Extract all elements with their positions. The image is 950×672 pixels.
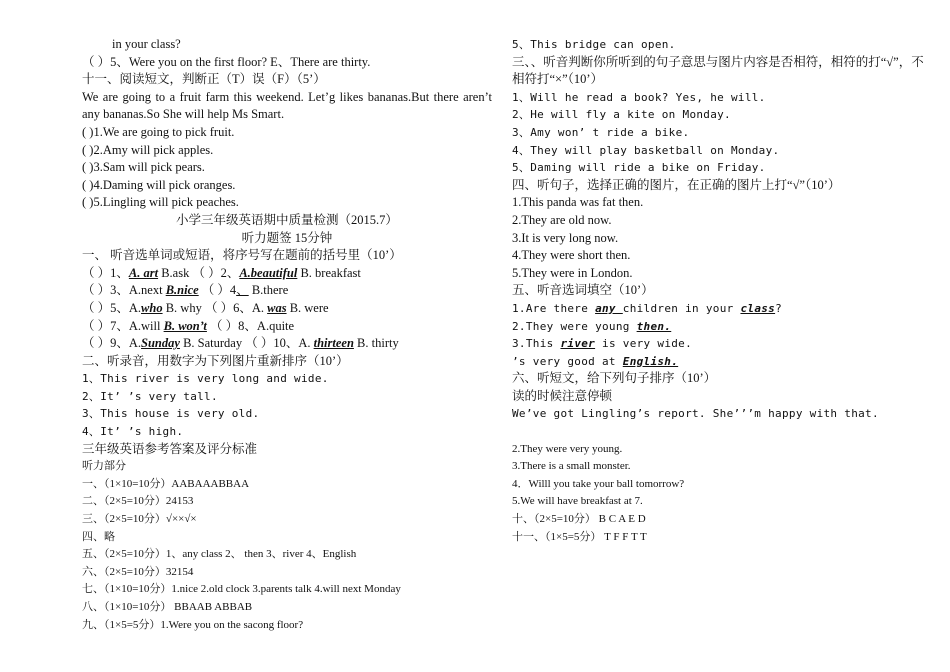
text: B.there: [248, 283, 289, 298]
fill-line: [512, 300, 932, 318]
answer-word: A. art: [128, 265, 159, 280]
spacer: [512, 423, 932, 441]
choice-row: [82, 318, 492, 336]
text: B. Saturday （ ）10、A.: [179, 336, 314, 351]
section-heading: 十一、阅读短文，判断正（T）误（F）（5’）: [82, 72, 326, 87]
reading-question: ( )1.We are going to pick fruit.: [82, 124, 235, 139]
text: B. breakfast: [297, 265, 361, 280]
instruction-note: 读的时候注意停顿: [512, 388, 613, 403]
script-line: 3.It is very long now.: [512, 230, 619, 245]
text: is very wide.: [595, 337, 693, 351]
script-line: 3、Amy won’ t ride a bike.: [512, 125, 690, 139]
answer-line: 九、（1×5=5分）1.Were you on the sacong floor?: [82, 618, 304, 631]
script-line: 4.They were short then.: [512, 248, 631, 263]
script-line: 2.They are old now.: [512, 212, 612, 227]
script-line: 1、Will he read a book? Yes, he will.: [512, 90, 766, 104]
script-line: 5、This bridge can open.: [512, 38, 676, 51]
reading-question: ( )2.Amy will pick apples.: [82, 142, 214, 157]
answer-word: class: [740, 301, 776, 315]
text: 1.Are there: [512, 301, 596, 315]
choice-row: [82, 265, 492, 283]
answer-line: 三、（2×5=10分）√××√×: [82, 513, 197, 526]
section-heading: 三、、听音判断你所听到的句子意思与图片内容是否相符，相符的打“√”，不相符打“×”（10’）: [512, 54, 924, 87]
answer-word: any: [595, 301, 623, 315]
answer-line: 4．Willl you take your ball tomorrow?: [512, 477, 685, 490]
text: （ ）9、A.: [82, 336, 142, 351]
fill-line: [512, 353, 932, 371]
question-line: in your class?: [112, 37, 181, 51]
text: （ ）7、A.will: [82, 318, 164, 333]
answer-line: 五、（2×5=10分）1、any class 2、 then 3、river 4、English: [82, 548, 357, 561]
answer-word: A.beautiful: [239, 265, 298, 280]
section-heading: 二、听录音，用数字为下列图片重新排序（10’）: [82, 353, 349, 368]
answer-line: 二、（2×5=10分）24153: [82, 495, 194, 508]
script-line: 1.This panda was fat then.: [512, 195, 644, 210]
answer-word: river: [560, 337, 596, 351]
script-line: 3、This house is very old.: [82, 407, 260, 421]
text: children in your: [622, 301, 741, 315]
answer-line: 一、（1×10=10分）AABAAABBAA: [82, 477, 250, 490]
text: ’s very good at: [512, 354, 623, 368]
answer-word: thirteen: [313, 336, 354, 351]
left-column: [82, 36, 492, 634]
answer-word: English.: [622, 354, 679, 368]
script-line: 5.They were in London.: [512, 265, 633, 280]
answer-word: B.nice: [165, 283, 199, 298]
section-heading: 一、 听音选单词或短语，将序号写在题前的括号里（10’）: [82, 248, 402, 263]
answer-key-subtitle: 听力部分: [82, 460, 126, 473]
reading-question: ( )4.Daming will pick oranges.: [82, 177, 236, 192]
script-line: 2、It’ ’s very tall.: [82, 389, 218, 403]
text: B. why （ ）6、A.: [162, 300, 268, 315]
answer-line: 十一、（1×5=5分） T F F T T: [512, 530, 647, 543]
answer-line: 八、（1×10=10分） BBAAB ABBAB: [82, 601, 253, 613]
exam-title: 小学三年级英语期中质量检测（2015.7）: [176, 212, 398, 227]
text: （ ）1、: [82, 265, 129, 280]
text: B. thirty: [353, 336, 399, 351]
fill-line: [512, 318, 932, 336]
answer-line: 5.We will have breakfast at 7.: [512, 495, 643, 508]
answer-line: 十、（2×5=10分） B C A E D: [512, 513, 646, 526]
script-line: 2、He will fly a kite on Monday.: [512, 108, 731, 122]
text: （ ）8、A.quite: [206, 318, 295, 333]
right-column: [512, 36, 932, 546]
text: 3.This: [512, 337, 561, 351]
question-line: （ ）5、Were you on the first floor? E、There are thirty.: [82, 54, 371, 69]
text: （ ）5、A.: [82, 300, 142, 315]
script-line: 4、It’ ’s high.: [82, 425, 184, 439]
section-heading: 六、听短文，给下列句子排序（10’）: [512, 371, 717, 386]
fill-line: [512, 335, 932, 353]
answer-line: 六、（2×5=10分）32154: [82, 565, 194, 578]
section-heading: 四、听句子，选择正确的图片，在正确的图片上打“√”（10’）: [512, 177, 841, 192]
text: （ ）4: [198, 283, 237, 298]
answer-word: then.: [636, 319, 672, 333]
reading-passage: We are going to a fruit farm this weekend. Let’g likes bananas.But there aren’t any bananas.So She will help Ms Smart.: [82, 89, 492, 122]
text: （ ）3、A.next: [82, 283, 166, 298]
script-line: We’ve got Lingling’s report. She’’’m happy with that.: [512, 407, 879, 421]
reading-question: ( )3.Sam will pick pears.: [82, 160, 205, 175]
text: B. were: [286, 300, 329, 315]
answer-line: 3.There is a small monster.: [512, 460, 631, 473]
text: ?: [775, 301, 783, 315]
answer-key-title: 三年级英语参考答案及评分标准: [82, 441, 258, 456]
answer-word: Sunday: [141, 336, 180, 351]
answer-word: B. won’t: [163, 318, 207, 333]
answer-word: who: [141, 300, 163, 315]
choice-row: [82, 335, 492, 353]
choice-row: [82, 282, 492, 300]
script-line: 1、This river is very long and wide.: [82, 372, 329, 386]
answer-line: 七、（1×10=10分）1.nice 2.old clock 3.parents talk 4.will next Monday: [82, 583, 401, 596]
script-line: 5、Daming will ride a bike on Friday.: [512, 161, 766, 175]
reading-question: ( )5.Lingling will pick peaches.: [82, 195, 239, 210]
section-heading: 五、听音选词填空（10’）: [512, 283, 654, 298]
answer-word: 、: [236, 283, 249, 298]
text: 2.They were young: [512, 319, 637, 333]
script-line: 4、They will play basketball on Monday.: [512, 143, 780, 157]
answer-word: was: [267, 300, 287, 315]
choice-row: [82, 300, 492, 318]
text: B.ask （ ）2、: [158, 265, 240, 280]
answer-line: 四、略: [82, 530, 115, 543]
exam-subtitle: 听力题签 15分钟: [241, 230, 333, 245]
answer-line: 2.They were very young.: [512, 442, 623, 455]
